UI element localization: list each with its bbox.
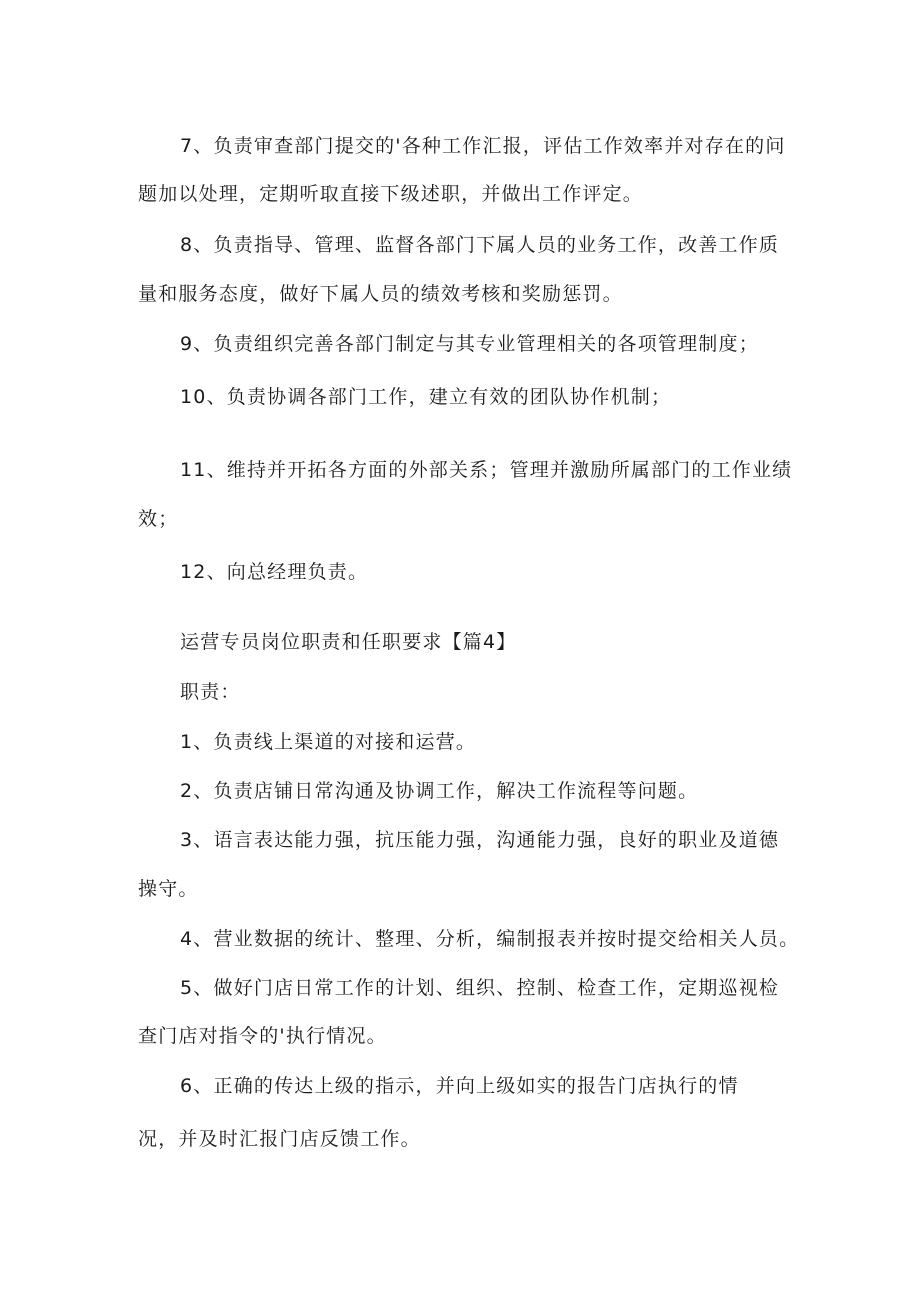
duty-4: 4、营业数据的统计、整理、分析，编制报表并按时提交给相关人员。 — [180, 928, 800, 950]
duty-5-line-1: 5、做好门店日常工作的计划、组织、控制、检查工作，定期巡视检 — [180, 977, 780, 999]
duty-6-line-1: 6、正确的传达上级的指示，并向上级如实的报告门店执行的情 — [180, 1075, 739, 1097]
paragraph-8-line-2: 量和服务态度，做好下属人员的绩效考核和奖励惩罚。 — [138, 283, 623, 305]
paragraph-7-line-2: 题加以处理，定期听取直接下级述职，并做出工作评定。 — [138, 183, 644, 205]
section-title: 运营专员岗位职责和任职要求【篇4】 — [180, 631, 517, 653]
paragraph-12: 12、向总经理负责。 — [180, 561, 369, 583]
paragraph-7-line-1: 7、负责审查部门提交的'各种工作汇报，评估工作效率并对存在的问 — [180, 135, 786, 157]
duty-5-line-2: 查门店对指令的'执行情况。 — [138, 1025, 387, 1047]
duty-3-line-2: 操守。 — [138, 878, 199, 900]
paragraph-9: 9、负责组织完善各部门制定与其专业管理相关的各项管理制度； — [180, 333, 759, 355]
duty-1: 1、负责线上渠道的对接和运营。 — [180, 731, 477, 753]
paragraph-8-line-1: 8、负责指导、管理、监督各部门下属人员的业务工作，改善工作质 — [180, 234, 780, 256]
duty-3-line-1: 3、语言表达能力强，抗压能力强，沟通能力强，良好的职业及道德 — [180, 829, 780, 851]
paragraph-11-line-2: 效； — [138, 508, 179, 530]
duty-6-line-2: 况，并及时汇报门店反馈工作。 — [138, 1128, 421, 1150]
duties-heading: 职责： — [180, 681, 241, 703]
paragraph-10: 10、负责协调各部门工作，建立有效的团队协作机制； — [180, 386, 672, 408]
paragraph-11-line-1: 11、维持并开拓各方面的外部关系；管理并激励所属部门的工作业绩 — [180, 459, 793, 481]
duty-2: 2、负责店铺日常沟通及协调工作，解决工作流程等问题。 — [180, 780, 699, 802]
